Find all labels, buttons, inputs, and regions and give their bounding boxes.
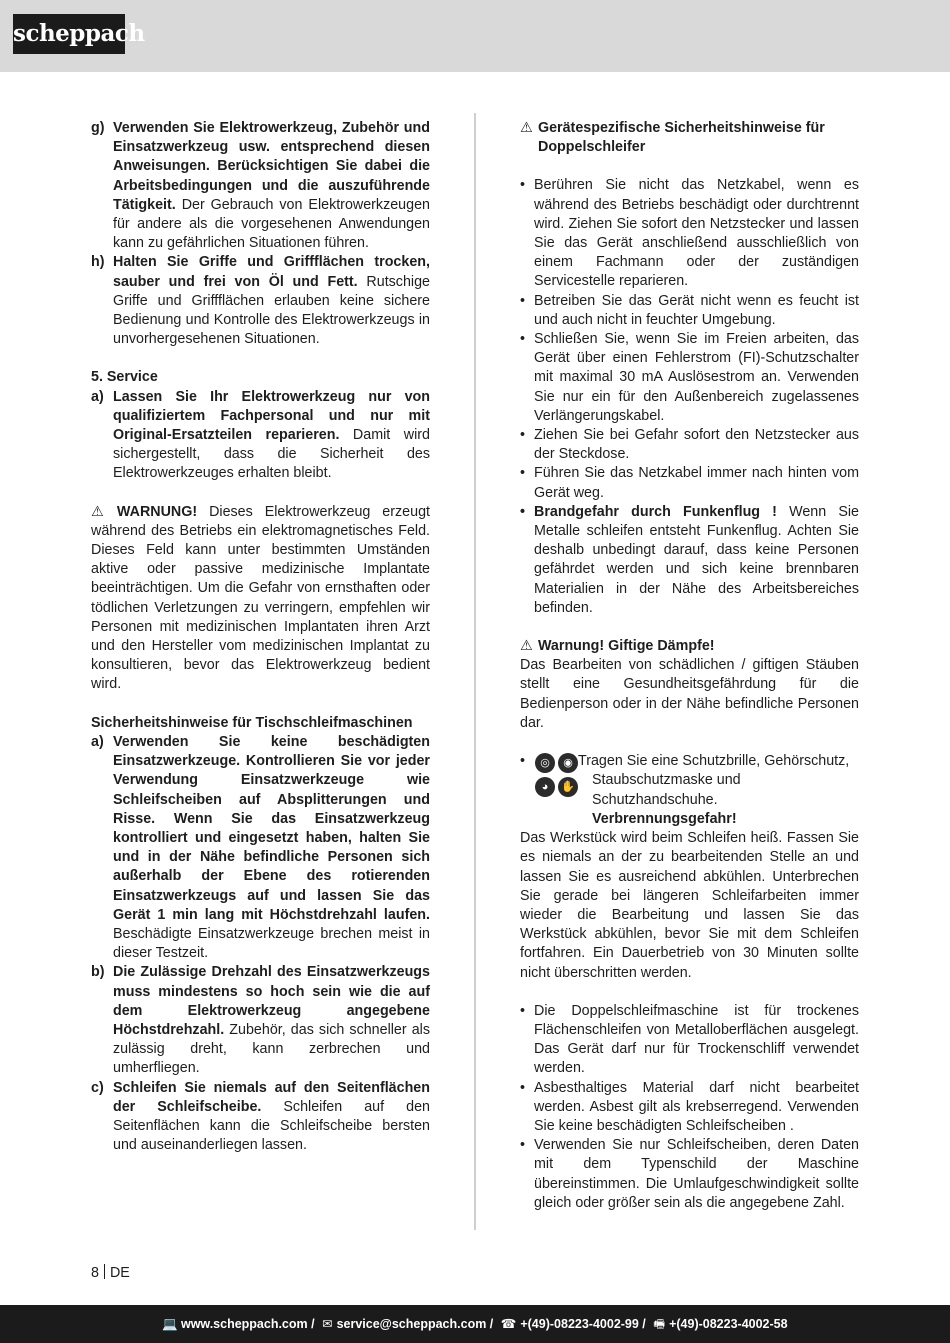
warning-label: WARNUNG! <box>105 503 198 520</box>
list-item: • Die Doppelschleifmaschine ist für trockenes Flächenschleifen von Metalloberflächen ausgelegt. Das Gerät darf nur für Trockenschliff verwendet werden. <box>520 1002 859 1077</box>
bullet-icon: • <box>520 177 526 194</box>
item-bold-text: Schleifen Sie niemals auf den Seitenflächen der Schleifscheibe. <box>113 1079 430 1115</box>
bullet-icon: • <box>520 331 526 348</box>
section-heading-doppelschleifer <box>520 119 859 157</box>
list-item: • Berühren Sie nicht das Netzkabel, wenn es während des Betriebs beschädigt oder durchtrennt wird. Ziehen Sie sofort den Netzstecker und lassen Sie das Gerät anschließend ausschließlich von einem Fachmann oder der zuständigen Servicestelle reparieren. <box>520 177 859 290</box>
list-item-h <box>91 253 430 349</box>
bullet-icon: • <box>520 427 526 444</box>
warning-text: Dieses Elektrowerkzeug erzeugt während des Betriebs ein elektromagnetisches Feld. Dieses Feld kann unter bestimmten Umständen aktive oder passive medizinische Implantate beeinträchtigen. Um die Gefahr von ernsthaften oder tödlichen Verletzungen zu verringern, empfehlen wir Personen mit medizinischen Implantaten ihren Arzt und den Hersteller vom medizinischen Implantat zu konsultieren, bevor das Elektrowerkzeug bedient wird. <box>91 503 430 693</box>
section-title-tisch: Sicherheitshinweise für Tischschleifmaschinen <box>91 714 413 731</box>
page-number-value: 8 <box>91 1265 99 1281</box>
item-text: Schleifen auf den Seitenflächen kann die Schleifscheibe bersten und auseinanderliegen lassen. <box>113 1098 430 1154</box>
list-item-tisch-a <box>91 733 430 963</box>
bullet-icon: • <box>520 1079 526 1096</box>
warning-triangle-icon: ⚠ <box>520 120 533 136</box>
bullet-icon: • <box>520 1002 526 1019</box>
phone-icon: ☎ <box>500 1317 517 1331</box>
item-text: Zubehör, das sich schneller als zulässig dreht, kann zerbrechen und umherfliegen. <box>113 1021 430 1077</box>
footer-bar <box>0 1305 950 1343</box>
goggles-icon: ◎ <box>535 753 555 773</box>
page-separator <box>104 1264 105 1279</box>
bullet-icon: • <box>520 753 526 770</box>
bullet-icon: • <box>520 292 526 309</box>
right-column <box>520 119 859 1213</box>
footer-email[interactable]: service@scheppach.com / <box>336 1317 494 1331</box>
ppe-list-item <box>520 752 859 827</box>
list-item: • Ziehen Sie bei Gefahr sofort den Netzstecker aus der Steckdose. <box>520 427 859 463</box>
footer-fax: +(49)-08223-4002-58 <box>669 1317 788 1331</box>
item-bold-text: Lassen Sie Ihr Elektrowerkzeug nur von qualifiziertem Fachpersonal und nur mit Original-Ersatzteilen reparieren. <box>113 388 430 444</box>
bullet-icon: • <box>520 465 526 482</box>
section-title-service: 5. Service <box>91 369 158 386</box>
item-bold-text: Verwenden Sie Elektrowerkzeug, Zubehör und Einsatzwerkzeug usw. entsprechend diesen Anweisungen. Berücksichtigen Sie dabei die Arbeitsbedingungen und die auszuführende Tätigkeit. <box>113 120 430 213</box>
warning-triangle-icon: ⚠ <box>520 638 533 655</box>
fax-icon: 🖷 <box>653 1317 666 1331</box>
ppe-line-2: Staubschutzmaske und Schutzhandschuhe. <box>592 772 741 808</box>
item-bold-text: Verwenden Sie keine beschädigten Einsatzwerkzeuge. Kontrollieren Sie vor jeder Verwendung Einsatzwerkzeuge wie Schleifscheiben auf Absplitterungen und Risse. Wenn Sie das Einsatzwerkzeug kontrolliert und eingesetzt haben, halten Sie und in der Nähe befindliche Personen sich außerhalb der Ebene des rotierenden Einsatzwerkzeugs auf und lassen Sie das Gerät 1 min lang mit Höchstdrehzahl laufen. <box>113 733 430 923</box>
item-marker: b) <box>91 964 105 981</box>
ppe-icon-group <box>534 752 580 798</box>
item-text: Beschädigte Einsatzwerkzeuge brechen meist in dieser Testzeit. <box>113 925 430 962</box>
list-item-service-a <box>91 388 430 484</box>
list-item: • Schließen Sie, wenn Sie im Freien arbeiten, das Gerät über einen Fehlerstrom (FI)-Schutzschalter mit maximal 30 mA Auslösestrom an. Verwenden Sie nur ein für den Außenbereich zugelassenes Verlängerungskabel. <box>520 331 859 424</box>
ppe-text <box>578 752 859 829</box>
hot-workpiece-text: Das Werkstück wird beim Schleifen heiß. Fassen Sie es niemals an der zu bearbeitenden Stelle an und lassen Sie es ausreichend abkühlen. Unterbrechen Sie gerade bei längeren Schleifarbeiten immer wieder die Bearbeitung und lassen Sie das Werkstück abkühlen, bevor Sie mit dem Schleifen fortfahren. Ein Dauerbetrieb von 30 Minuten sollte nicht überschritten werden. <box>520 830 859 981</box>
computer-icon: 💻 <box>162 1317 178 1331</box>
brand-bold-text: Brandgefahr durch Funkenflug ! <box>534 503 777 520</box>
item-bold-text: Die Zulässige Drehzahl des Einsatzwerkzeugs muss mindestens so hoch sein wie die auf dem Elektrowerkzeug angegebene Höchstdrehzahl. <box>113 964 430 1038</box>
footer-website[interactable]: www.scheppach.com / <box>180 1317 315 1331</box>
header-bar <box>0 0 950 72</box>
list-item-brandgefahr <box>520 503 859 618</box>
bullet-icon: • <box>520 503 526 520</box>
item-text: Damit wird sichergestellt, dass die Sicherheit des Elektrowerkzeuges erhalten bleibt. <box>113 427 430 482</box>
list-item-tisch-b <box>91 963 430 1078</box>
list-item: • Führen Sie das Netzkabel immer nach hinten vom Gerät weg. <box>520 465 859 501</box>
toxic-warning-title: ⚠ Warnung! Giftige Dämpfe! <box>520 637 859 656</box>
list-item: • Verwenden Sie nur Schleifscheiben, deren Daten mit dem Typenschild der Maschine übereinstimmen. Die Umlaufgeschwindigkeit sollte gleich oder größer sein als die angegebene Zahl. <box>520 1137 859 1211</box>
item-marker: g) <box>91 120 105 136</box>
toxic-warning-text: Das Bearbeiten von schädlichen / giftigen Stäuben stellt eine Gesundheitsgefährdung für die Bedienperson oder in der Nähe befindliche Personen dar. <box>520 657 859 731</box>
heading-line-1: Gerätespezifische Sicherheitshinweise für <box>534 120 825 136</box>
list-item: • Betreiben Sie das Gerät nicht wenn es feucht ist und auch nicht in feuchter Umgebung. <box>520 292 859 328</box>
column-divider <box>474 113 476 1230</box>
item-text: Der Gebrauch von Elektrowerkzeugen für andere als die vorgesehenen Anwendungen kann zu gefährlichen Situationen führen. <box>113 196 430 252</box>
warning-triangle-icon: ⚠ <box>91 503 104 520</box>
page-language: DE <box>109 1265 130 1281</box>
mail-icon: ✉ <box>322 1317 333 1331</box>
gloves-icon: ✋ <box>558 777 578 797</box>
item-marker: c) <box>91 1079 104 1096</box>
ear-protection-icon: ◉ <box>558 753 578 773</box>
brand-text: Wenn Sie Metalle schleifen entsteht Funkenflug. Achten Sie deshalb unbedingt darauf, dass keine Personen gefährdet werden und sich keine brennbaren Materialien in der Nähe des Arbeitsbereiches befinden. <box>534 503 859 616</box>
list-item: • Asbesthaltiges Material darf nicht bearbeitet werden. Asbest gilt als krebserregend. Verwenden Sie keine beschädigten Schleifscheiben . <box>520 1079 859 1134</box>
bullet-icon: • <box>520 1137 526 1154</box>
warning-paragraph <box>91 503 430 695</box>
ppe-bold: Verbrennungsgefahr! <box>592 810 737 827</box>
list-item-tisch-c <box>91 1079 430 1156</box>
ppe-line-1: Tragen Sie eine Schutzbrille, Gehörschutz, <box>578 753 850 770</box>
scheppach-logo: scheppach <box>13 14 125 54</box>
item-marker: a) <box>91 733 104 750</box>
left-column <box>91 119 430 1155</box>
item-text: Rutschige Griffe und Griffflächen erlauben keine sichere Bedienung und Kontrolle des Elektrowerkzeugs in unvorhergesehenen Situationen. <box>113 273 430 348</box>
item-marker: a) <box>91 388 104 405</box>
item-bold-text: Halten Sie Griffe und Griffflächen trocken, sauber und frei von Öl und Fett. <box>113 254 430 290</box>
list-item-g <box>91 119 430 253</box>
page-number <box>91 1264 130 1283</box>
item-marker: h) <box>91 254 105 271</box>
dust-mask-icon: ◕ <box>535 777 555 797</box>
footer-phone: +(49)-08223-4002-99 / <box>520 1317 646 1331</box>
heading-line-2: Doppelschleifer <box>538 139 646 156</box>
